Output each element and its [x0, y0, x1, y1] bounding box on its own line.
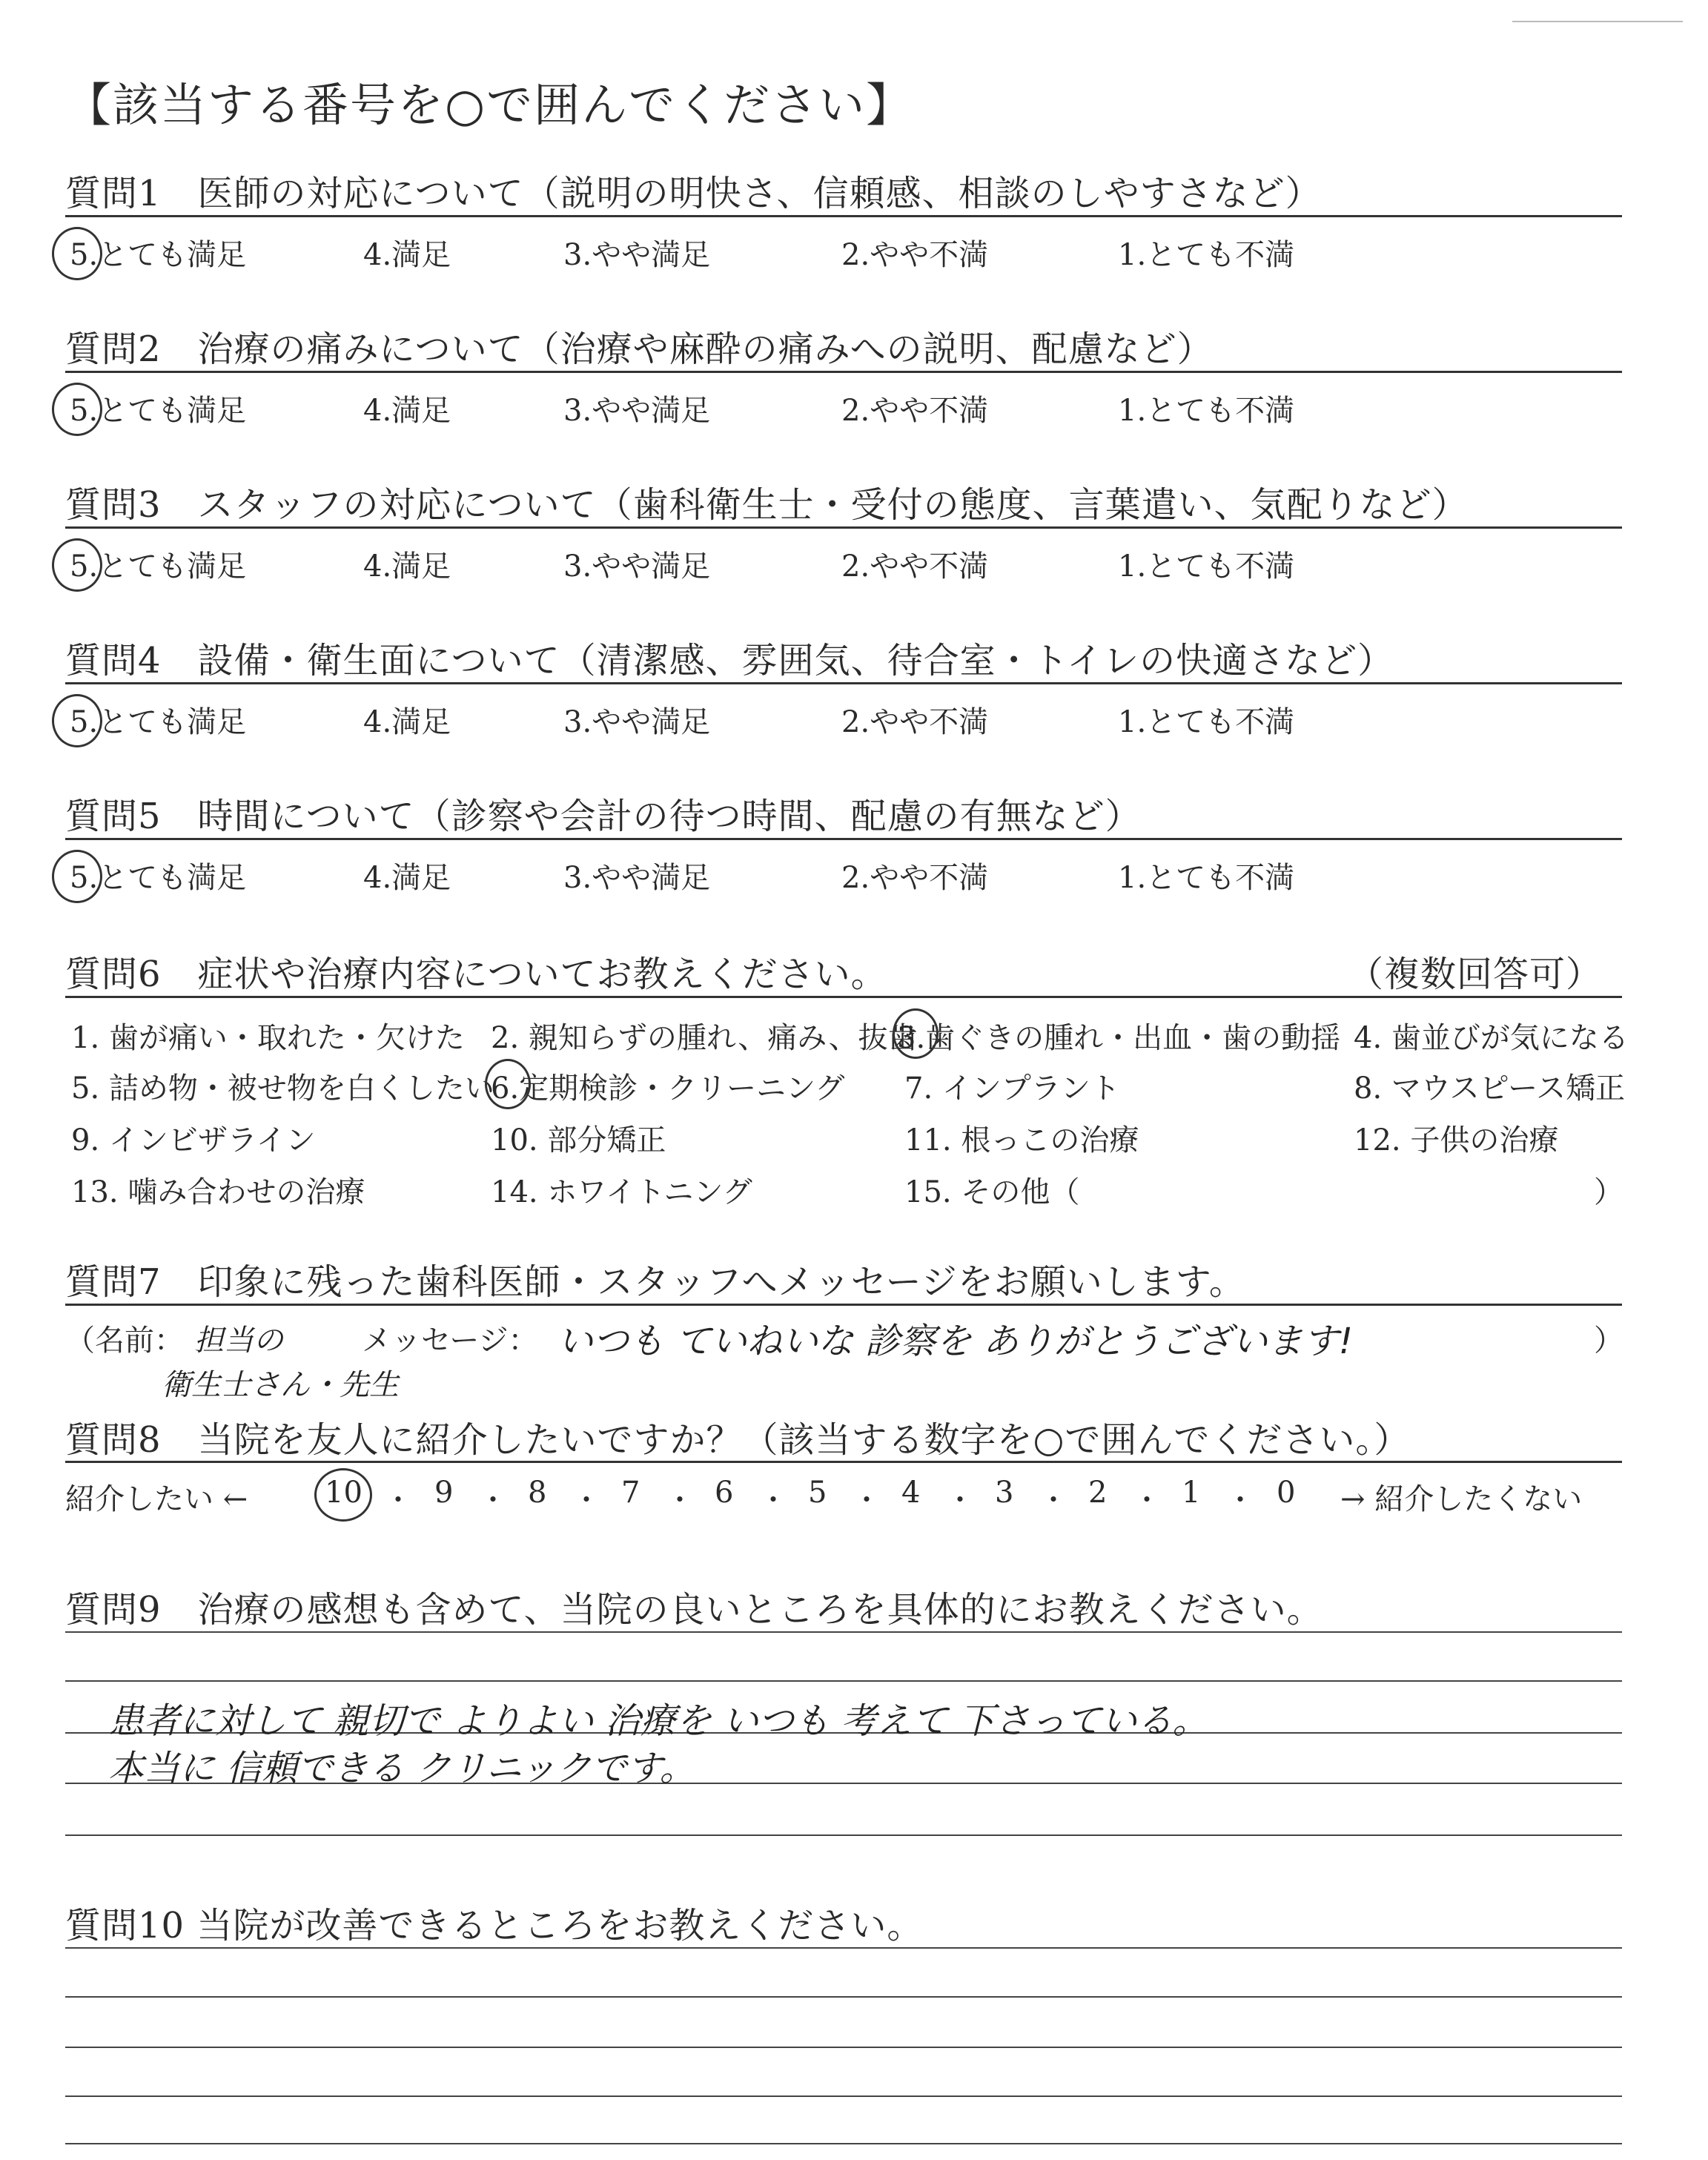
q9-answer-line [65, 1834, 1622, 1836]
selected-circle-q8 [314, 1468, 372, 1522]
q6-option-10[interactable]: 10. 部分矯正 [491, 1123, 666, 1157]
q6-option-14[interactable]: 14. ホワイトニング [491, 1175, 752, 1209]
q8-separator: ・ [759, 1484, 788, 1516]
q8-scale-1[interactable]: 1 [1182, 1476, 1201, 1510]
q8-scale-6[interactable]: 6 [715, 1476, 734, 1510]
q8-separator: ・ [1133, 1484, 1162, 1516]
question-7-title: 質問7 印象に残った歯科医師・スタッフへメッセージをお願いします。 [65, 1261, 1245, 1303]
q6-option-8[interactable]: 8. マウスピース矯正 [1354, 1071, 1626, 1106]
q5-option-5[interactable]: 5.とても満足 [70, 861, 247, 895]
q8-scale-3[interactable]: 3 [995, 1476, 1014, 1510]
q8-scale-8[interactable]: 8 [528, 1476, 547, 1510]
q3-option-1[interactable]: 1.とても不満 [1118, 549, 1295, 584]
q8-separator: ・ [1039, 1484, 1068, 1516]
q6-option-11[interactable]: 11. 根っこの治療 [904, 1123, 1139, 1157]
q5-option-2[interactable]: 2.やや不満 [841, 861, 989, 895]
q1-option-5[interactable]: 5.とても満足 [70, 238, 247, 272]
q2-option-2[interactable]: 2.やや不満 [841, 394, 989, 428]
q3-option-5[interactable]: 5.とても満足 [70, 549, 247, 584]
q6-option-3[interactable]: 3.歯ぐきの腫れ・出血・歯の動揺 [897, 1021, 1341, 1055]
question-1-rule [65, 215, 1622, 217]
q8-separator: ・ [853, 1484, 881, 1516]
question-7-rule [65, 1304, 1622, 1306]
q8-scale-2[interactable]: 2 [1088, 1476, 1108, 1510]
q2-option-3[interactable]: 3.やや満足 [563, 394, 711, 428]
q6-option-4[interactable]: 4. 歯並びが気になる [1354, 1021, 1629, 1055]
q2-option-4[interactable]: 4.満足 [363, 394, 451, 428]
q7-name-label: （名前： [65, 1324, 184, 1358]
q1-option-3[interactable]: 3.やや満足 [563, 238, 711, 272]
q8-separator: ・ [479, 1484, 508, 1516]
question-8-rule [65, 1461, 1622, 1463]
q8-separator: ・ [572, 1484, 601, 1516]
q6-option-13[interactable]: 13. 噛み合わせの治療 [71, 1175, 365, 1209]
q2-option-5[interactable]: 5.とても満足 [70, 394, 247, 428]
q4-option-1[interactable]: 1.とても不満 [1118, 705, 1295, 739]
q8-left-label: 紹介したい ← [65, 1482, 248, 1516]
q8-scale-9[interactable]: 9 [434, 1476, 454, 1510]
q6-option-9[interactable]: 9. インビザライン [71, 1123, 316, 1157]
q1-option-2[interactable]: 2.やや不満 [841, 238, 989, 272]
q6-option-7[interactable]: 7. インプラント [904, 1071, 1120, 1106]
q5-option-4[interactable]: 4.満足 [363, 861, 451, 895]
q7-message-label: メッセージ： [362, 1324, 538, 1358]
q9-answer-line2[interactable]: 本当に 信頼できる クリニックです。 [108, 1748, 695, 1789]
q10-answer-line [65, 1947, 1622, 1949]
question-4-title: 質問4 設備・衛生面について（清潔感、雰囲気、待合室・トイレの快適さなど） [65, 640, 1394, 681]
q8-separator: ・ [384, 1484, 413, 1516]
q8-separator: ・ [946, 1484, 975, 1516]
selected-circle-q6-6 [485, 1059, 531, 1109]
question-3-title: 質問3 スタッフの対応について（歯科衛生士・受付の態度、言葉遣い、気配りなど） [65, 484, 1469, 526]
q6-option-5[interactable]: 5. 詰め物・被せ物を白くしたい [71, 1071, 494, 1106]
q7-message-value[interactable]: いつも ていねいな 診察を ありがとうございます! [557, 1321, 1354, 1362]
question-10-title: 質問10 当院が改善できるところをお教えください。 [65, 1905, 924, 1946]
q10-answer-line [65, 2047, 1622, 2048]
q4-option-2[interactable]: 2.やや不満 [841, 705, 989, 739]
q9-answer-line [65, 1631, 1622, 1633]
question-9-title: 質問9 治療の感想も含めて、当院の良いところを具体的にお教えください。 [65, 1589, 1323, 1631]
q10-answer-line [65, 2095, 1622, 2097]
question-2-rule [65, 371, 1622, 373]
q7-name-value-line2[interactable]: 衛生士さん・先生 [162, 1368, 399, 1402]
q5-option-3[interactable]: 3.やや満足 [563, 861, 711, 895]
q6-option-15-close: ） [1594, 1175, 1623, 1209]
q6-option-6[interactable]: 6.定期検診・クリーニング [491, 1071, 845, 1106]
q4-option-3[interactable]: 3.やや満足 [563, 705, 711, 739]
q8-scale-10[interactable]: 10 [325, 1476, 363, 1510]
question-6-rule [65, 996, 1622, 998]
q6-option-15[interactable]: 15. その他（ [904, 1175, 1080, 1209]
q8-scale-7[interactable]: 7 [621, 1476, 640, 1510]
q6-option-1[interactable]: 1. 歯が痛い・取れた・欠けた [71, 1021, 465, 1055]
q3-option-4[interactable]: 4.満足 [363, 549, 451, 584]
question-8-title: 質問8 当院を友人に紹介したいですか？（該当する数字を○で囲んでください。） [65, 1419, 1411, 1461]
q3-option-3[interactable]: 3.やや満足 [563, 549, 711, 584]
question-4-rule [65, 682, 1622, 684]
selected-circle-q6-3 [893, 1008, 939, 1059]
q6-option-12[interactable]: 12. 子供の治療 [1354, 1123, 1559, 1157]
scan-edge-mark [1512, 21, 1683, 22]
question-6-note: （複数回答可） [1348, 954, 1603, 995]
question-2-title: 質問2 治療の痛みについて（治療や麻酔の痛みへの説明、配慮など） [65, 328, 1214, 370]
q6-option-2[interactable]: 2. 親知らずの腫れ、痛み、抜歯 [491, 1021, 918, 1055]
q8-scale-0[interactable]: 0 [1277, 1476, 1296, 1510]
q8-separator: ・ [666, 1484, 695, 1516]
question-1-title: 質問1 医師の対応について（説明の明快さ、信頼感、相談のしやすさなど） [65, 173, 1322, 214]
question-3-rule [65, 526, 1622, 529]
q8-scale-5[interactable]: 5 [808, 1476, 827, 1510]
q7-close-paren: ） [1594, 1324, 1623, 1358]
q9-answer-line1[interactable]: 患者に対して 親切で よりよい 治療を いつも 考えて 下さっている。 [108, 1700, 1208, 1742]
question-5-title: 質問5 時間について（診察や会計の待つ時間、配慮の有無など） [65, 796, 1142, 837]
q8-scale-4[interactable]: 4 [901, 1476, 921, 1510]
q1-option-1[interactable]: 1.とても不満 [1118, 238, 1295, 272]
q7-name-value-line1[interactable]: 担当の [194, 1324, 283, 1358]
q3-option-2[interactable]: 2.やや不満 [841, 549, 989, 584]
q10-answer-line [65, 1996, 1622, 1998]
q8-separator: ・ [1226, 1484, 1255, 1516]
question-6-title: 質問6 症状や治療内容についてお教えください。 [65, 954, 887, 995]
q9-answer-line [65, 1680, 1622, 1682]
q4-option-4[interactable]: 4.満足 [363, 705, 451, 739]
q5-option-1[interactable]: 1.とても不満 [1118, 861, 1295, 895]
page-heading: 【該当する番号を○で囲んでください】 [65, 78, 914, 132]
q10-answer-line [65, 2143, 1622, 2144]
question-5-rule [65, 838, 1622, 840]
q8-right-label: → 紹介したくない [1340, 1482, 1583, 1516]
q1-option-4[interactable]: 4.満足 [363, 238, 451, 272]
q2-option-1[interactable]: 1.とても不満 [1118, 394, 1295, 428]
q4-option-5[interactable]: 5.とても満足 [70, 705, 247, 739]
